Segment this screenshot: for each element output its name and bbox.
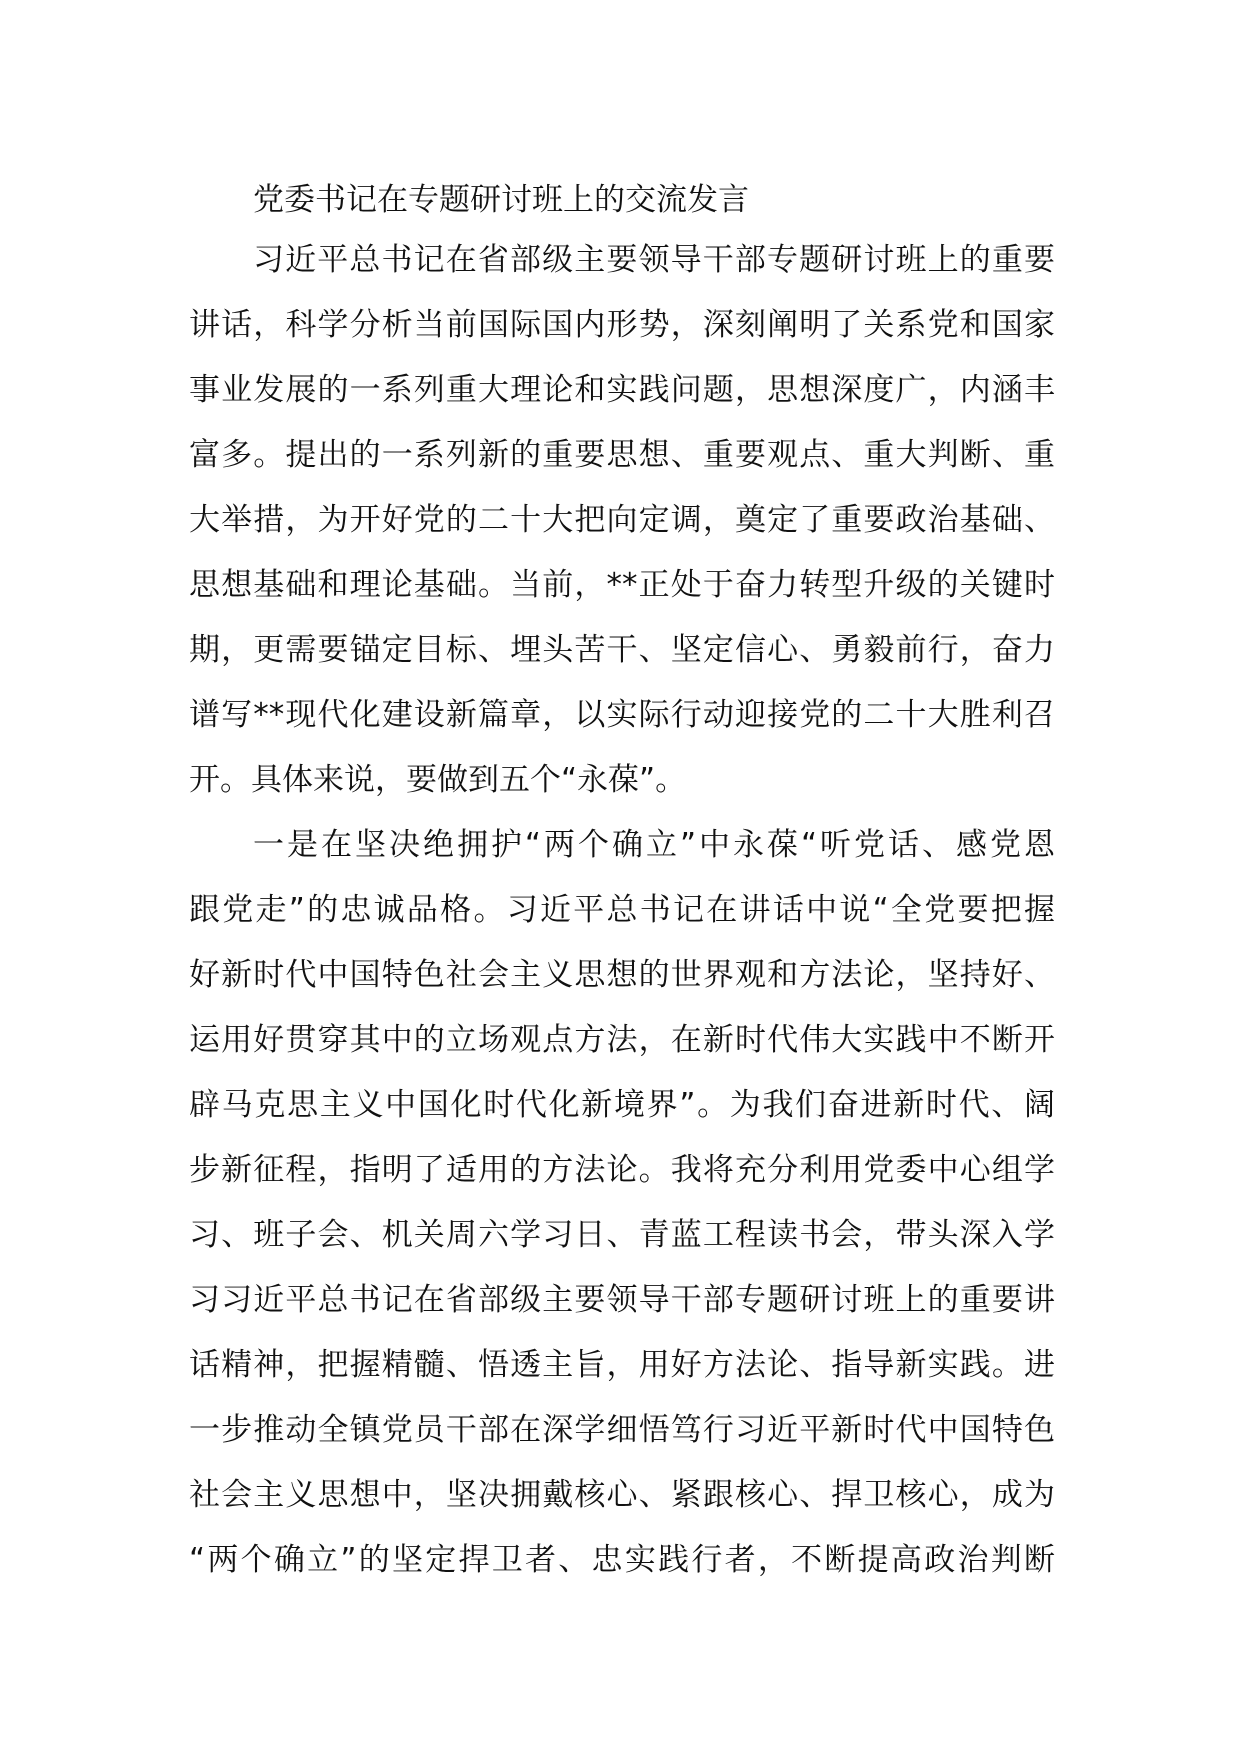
- text-line: “两个确立”的坚定捍卫者、忠实践行者，不断提高政治判断: [189, 1542, 1055, 1578]
- text-line: 事业发展的一系列重大理论和实践问题，思想深度广，内涵丰: [189, 372, 1055, 408]
- document-title: 党委书记在专题研讨班上的交流发言: [253, 182, 749, 218]
- text-line: 跟党走”的忠诚品格。习近平总书记在讲话中说“全党要把握: [189, 892, 1055, 928]
- paragraph-point-one: [189, 813, 1055, 1593]
- text-line: 一是在坚决绝拥护“两个确立”中永葆“听党话、感党恩: [253, 827, 1055, 863]
- text-line: 富多。提出的一系列新的重要思想、重要观点、重大判断、重: [189, 437, 1055, 473]
- paragraph-intro: [189, 228, 1055, 813]
- text-line: 讲话，科学分析当前国际国内形势，深刻阐明了关系党和国家: [189, 307, 1055, 343]
- document-body: [189, 172, 1055, 1593]
- text-line: 一步推动全镇党员干部在深学细悟笃行习近平新时代中国特色: [189, 1412, 1055, 1448]
- text-line: 期，更需要锚定目标、埋头苦干、坚定信心、勇毅前行，奋力: [189, 632, 1055, 668]
- text-line: 习近平总书记在省部级主要领导干部专题研讨班上的重要: [253, 242, 1055, 278]
- text-line: 谱写**现代化建设新篇章，以实际行动迎接党的二十大胜利召: [189, 697, 1055, 733]
- text-line: 好新时代中国特色社会主义思想的世界观和方法论，坚持好、: [189, 957, 1055, 993]
- text-line: 辟马克思主义中国化时代化新境界”。为我们奋进新时代、阔: [189, 1087, 1055, 1123]
- text-line: 思想基础和理论基础。当前，**正处于奋力转型升级的关键时: [189, 567, 1055, 603]
- text-line: 步新征程，指明了适用的方法论。我将充分利用党委中心组学: [189, 1152, 1055, 1188]
- text-line: 开。具体来说，要做到五个“永葆”。: [189, 762, 687, 798]
- text-line: 运用好贯穿其中的立场观点方法，在新时代伟大实践中不断开: [189, 1022, 1055, 1058]
- text-line: 大举措，为开好党的二十大把向定调，奠定了重要政治基础、: [189, 502, 1055, 538]
- text-line: 习习近平总书记在省部级主要领导干部专题研讨班上的重要讲: [189, 1282, 1055, 1318]
- text-line: 话精神，把握精髓、悟透主旨，用好方法论、指导新实践。进: [189, 1347, 1055, 1383]
- text-line: 社会主义思想中，坚决拥戴核心、紧跟核心、捍卫核心，成为: [189, 1477, 1055, 1513]
- text-line: 习、班子会、机关周六学习日、青蓝工程读书会，带头深入学: [189, 1217, 1055, 1253]
